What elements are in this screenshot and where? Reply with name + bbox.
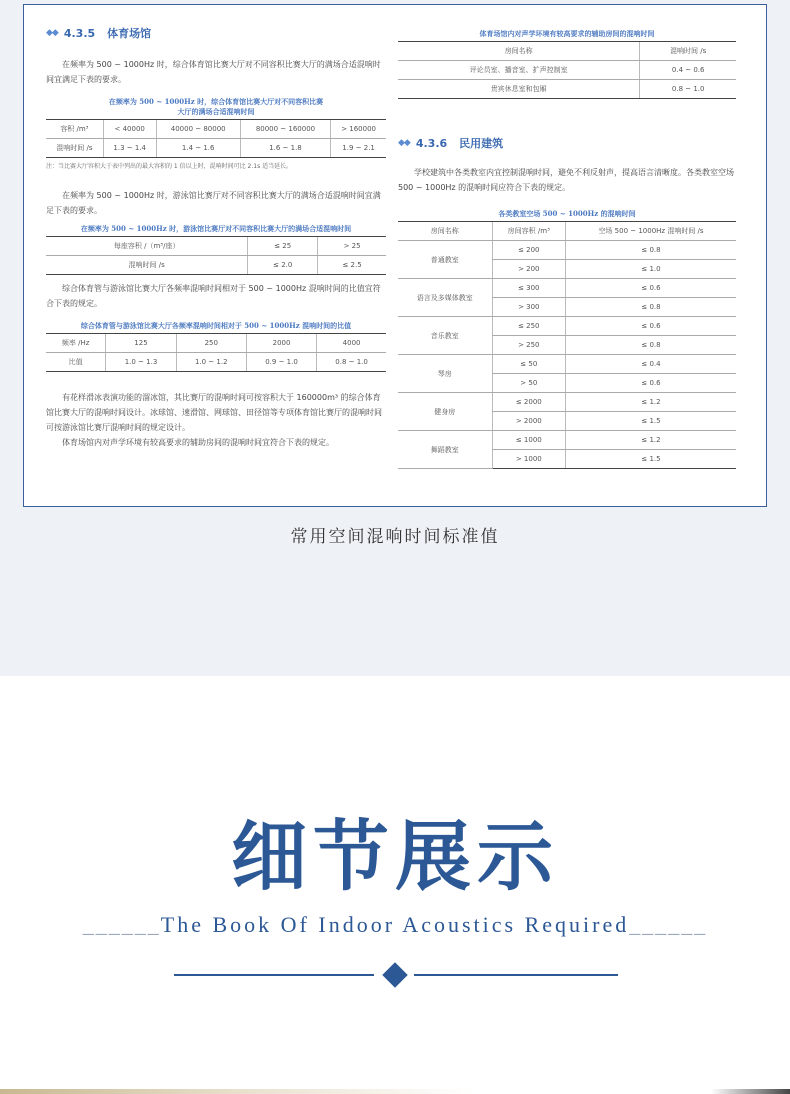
table-cell: 0.8 ~ 1.0 bbox=[640, 80, 736, 99]
table-cell: ≤ 0.4 bbox=[566, 355, 737, 374]
table-row bbox=[398, 61, 736, 80]
table-row bbox=[398, 80, 736, 99]
table-cell: 1.4 ~ 1.6 bbox=[156, 139, 240, 158]
table-cell: ≤ 25 bbox=[248, 237, 318, 256]
section-heading bbox=[398, 135, 736, 151]
table-cell: 容积 /m³ bbox=[46, 120, 103, 139]
table-row bbox=[398, 317, 736, 336]
table-cell: 1.6 ~ 1.8 bbox=[240, 139, 330, 158]
paragraph: 在频率为 500 ~ 1000Hz 时，综合体育馆比赛大厅对不同容积比赛大厅的满场合适混响时间宜满足下表的要求。 bbox=[46, 60, 381, 84]
table-cell: 频率 /Hz bbox=[46, 334, 106, 353]
table-cell: 80000 ~ 160000 bbox=[240, 120, 330, 139]
table-cell: ≤ 200 bbox=[492, 241, 565, 260]
table-row bbox=[46, 120, 386, 139]
table-cell: < 40000 bbox=[103, 120, 156, 139]
table-note: 注：当比赛大厅容积大于表中列出的最大容积的 1 倍以上时，混响时间可比 2.1s 适当延长。 bbox=[46, 163, 293, 170]
table-cell: > 25 bbox=[318, 237, 386, 256]
table-cell: ≤ 1.5 bbox=[566, 450, 737, 469]
table-row bbox=[398, 431, 736, 450]
section-heading bbox=[46, 25, 386, 41]
table-header-cell: 房间容积 /m³ bbox=[492, 222, 565, 241]
table-title: 体育场馆内对声学环境有较高要求的辅助房间的混响时间 bbox=[479, 29, 655, 38]
table-header-cell: 空场 500 ~ 1000Hz 混响时间 /s bbox=[566, 222, 737, 241]
ratio-table bbox=[46, 333, 386, 372]
pool-table bbox=[46, 236, 386, 275]
table-row bbox=[398, 393, 736, 412]
classroom-table bbox=[398, 221, 736, 469]
table-cell: > 200 bbox=[492, 260, 565, 279]
diamond-icon: ◆◆ bbox=[46, 28, 58, 38]
table-cell: ≤ 1.2 bbox=[566, 393, 737, 412]
table-cell: 比值 bbox=[46, 353, 106, 372]
table-title: 在频率为 500 ~ 1000Hz 时，游泳馆比赛厅对不同容积比赛大厅的满场合适混响时间 bbox=[80, 224, 352, 233]
table-cell: ≤ 0.8 bbox=[566, 241, 737, 260]
left-column bbox=[46, 5, 386, 450]
table-cell: 0.9 ~ 1.0 bbox=[246, 353, 316, 372]
table-cell: 混响时间 /s bbox=[640, 42, 736, 61]
table-cell: ≤ 50 bbox=[492, 355, 565, 374]
table-cell: 混响时间 /s bbox=[46, 256, 248, 275]
divider-line bbox=[174, 974, 374, 976]
room-name-cell: 舞蹈教室 bbox=[398, 431, 492, 469]
table-cell: ≤ 0.6 bbox=[566, 317, 737, 336]
table-header-cell: 房间名称 bbox=[398, 222, 492, 241]
table-cell: 贵宾休息室和包厢 bbox=[398, 80, 640, 99]
table-cell: > 1000 bbox=[492, 450, 565, 469]
table-cell: 0.4 ~ 0.6 bbox=[640, 61, 736, 80]
table-title: 在频率为 500 ~ 1000Hz 时，综合体育馆比赛大厅对不同容积比赛大厅的满场合适混响时间 bbox=[108, 97, 324, 116]
table-cell: 评论员室、播音室、扩声控制室 bbox=[398, 61, 640, 80]
right-column bbox=[398, 5, 736, 469]
table-row bbox=[46, 353, 386, 372]
table-row bbox=[398, 355, 736, 374]
table-cell: > 50 bbox=[492, 374, 565, 393]
paragraph: 有花样滑冰表演功能的溜冰馆，其比赛厅的混响时间可按容积大于 160000m³ 的综合体育馆比赛大厅的混响时间设计。冰球馆、速滑馆、网球馆、田径馆等专项体育馆比赛厅的混响时间可按游泳馆比赛厅混响时间的规定设计。 bbox=[46, 393, 382, 432]
table-cell: 每座容积 /（m³/座） bbox=[46, 237, 248, 256]
table-cell: 混响时间 /s bbox=[46, 139, 103, 158]
section-number: 4.3.5 bbox=[63, 26, 96, 40]
room-name-cell: 健身房 bbox=[398, 393, 492, 431]
table-header-row bbox=[398, 222, 736, 241]
table-cell: 1.9 ~ 2.1 bbox=[331, 139, 386, 158]
table-cell: > 160000 bbox=[331, 120, 386, 139]
table-cell: 1.3 ~ 1.4 bbox=[103, 139, 156, 158]
dash-decoration: ______ bbox=[629, 912, 708, 937]
table-row bbox=[46, 237, 386, 256]
subtitle-text: The Book Of Indoor Acoustics Required bbox=[160, 912, 630, 937]
table-title: 综合体育管与游泳馆比赛大厅各频率混响时间相对于 500 ~ 1000Hz 混响时间的比值 bbox=[80, 321, 352, 330]
table-cell: ≤ 0.8 bbox=[566, 336, 737, 355]
table-title: 各类教室空场 500 ~ 1000Hz 的混响时间 bbox=[498, 209, 636, 218]
table-cell: > 300 bbox=[492, 298, 565, 317]
room-name-cell: 语言及多媒体教室 bbox=[398, 279, 492, 317]
table-row bbox=[398, 241, 736, 260]
dash-decoration: ______ bbox=[82, 912, 161, 937]
table-cell: 2000 bbox=[246, 334, 316, 353]
table-cell: 40000 ~ 80000 bbox=[156, 120, 240, 139]
table-cell: ≤ 1.5 bbox=[566, 412, 737, 431]
section-title: 体育场馆 bbox=[107, 27, 152, 40]
table-cell: 250 bbox=[176, 334, 246, 353]
table-cell: 1.0 ~ 1.3 bbox=[106, 353, 176, 372]
table-cell: ≤ 0.6 bbox=[566, 374, 737, 393]
divider-line bbox=[414, 974, 618, 976]
table-cell: > 250 bbox=[492, 336, 565, 355]
table-cell: ≤ 0.6 bbox=[566, 279, 737, 298]
table-cell: ≤ 300 bbox=[492, 279, 565, 298]
room-name-cell: 普通教室 bbox=[398, 241, 492, 279]
table-row bbox=[398, 42, 736, 61]
book-page-image bbox=[23, 4, 767, 507]
table-row bbox=[46, 139, 386, 158]
table-cell: ≤ 1000 bbox=[492, 431, 565, 450]
table-cell: ≤ 2.5 bbox=[318, 256, 386, 275]
table-cell: ≤ 250 bbox=[492, 317, 565, 336]
detail-heading: 细节展示 bbox=[231, 812, 559, 901]
paragraph: 体育场馆内对声学环境有较高要求的辅助房间的混响时间宜符合下表的规定。 bbox=[62, 438, 334, 447]
detail-subtitle bbox=[0, 912, 790, 938]
table-cell: ≤ 2.0 bbox=[248, 256, 318, 275]
table-cell: 1.0 ~ 1.2 bbox=[176, 353, 246, 372]
table-row bbox=[46, 334, 386, 353]
table-row bbox=[46, 256, 386, 275]
table-row bbox=[398, 279, 736, 298]
table-cell: ≤ 1.0 bbox=[566, 260, 737, 279]
table-cell: 0.8 ~ 1.0 bbox=[317, 353, 386, 372]
paragraph: 在频率为 500 ~ 1000Hz 时，游泳馆比赛厅对不同容积比赛大厅的满场合适混响时间宜满足下表的要求。 bbox=[46, 191, 381, 215]
section-title: 民用建筑 bbox=[459, 137, 504, 150]
section-number: 4.3.6 bbox=[415, 136, 448, 150]
next-image-edge bbox=[0, 1089, 790, 1094]
diamond-icon: ◆◆ bbox=[398, 138, 410, 148]
table-cell: 125 bbox=[106, 334, 176, 353]
table-cell: ≤ 2000 bbox=[492, 393, 565, 412]
room-name-cell: 音乐教室 bbox=[398, 317, 492, 355]
table-cell: 房间名称 bbox=[398, 42, 640, 61]
diamond-icon bbox=[382, 962, 407, 987]
table-cell: ≤ 0.8 bbox=[566, 298, 737, 317]
aux-room-table bbox=[398, 41, 736, 99]
volume-table bbox=[46, 119, 386, 158]
paragraph: 综合体育管与游泳馆比赛大厅各频率混响时间相对于 500 ~ 1000Hz 混响时间的比值宜符合下表的规定。 bbox=[46, 284, 381, 308]
image-caption: 常用空间混响时间标准值 bbox=[290, 527, 500, 547]
room-name-cell: 琴房 bbox=[398, 355, 492, 393]
table-cell: > 2000 bbox=[492, 412, 565, 431]
table-cell: ≤ 1.2 bbox=[566, 431, 737, 450]
table-cell: 4000 bbox=[317, 334, 386, 353]
paragraph: 学校建筑中各类教室内宜控制混响时间，避免不利反射声，提高语言清晰度。各类教室空场 500 ~ 1000Hz 的混响时间应符合下表的规定。 bbox=[398, 168, 734, 192]
